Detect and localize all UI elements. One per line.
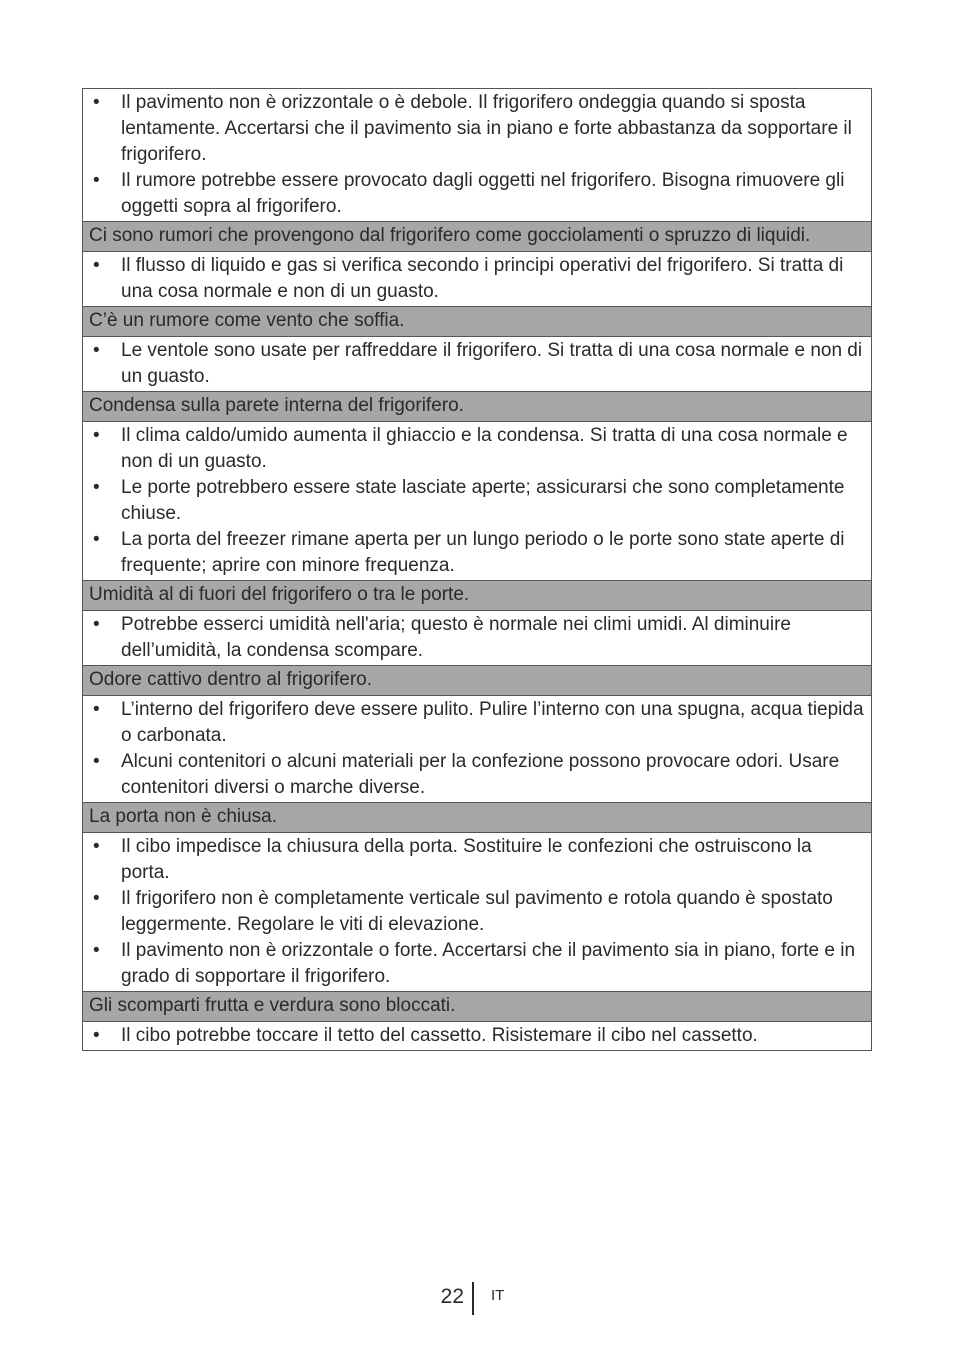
bullet-list	[89, 1023, 865, 1049]
bullet-icon: •	[93, 255, 100, 276]
section-body	[83, 832, 871, 991]
bullet-list	[89, 253, 865, 305]
bullet-icon: •	[93, 477, 100, 498]
bullet-list	[89, 90, 865, 220]
bullet-text: Potrebbe esserci umidità nell'aria; questo è normale nei climi umidi. Al diminuire dell’umidità, la condensa scompare.	[121, 614, 791, 661]
list-item	[89, 253, 865, 305]
bullet-list	[89, 834, 865, 990]
bullet-text: Il flusso di liquido e gas si verifica secondo i principi operativi del frigorifero. Si tratta di una cosa normale e non di un guasto.	[121, 255, 844, 302]
bullet-icon: •	[93, 425, 100, 446]
bullet-text: Le ventole sono usate per raffreddare il frigorifero. Si tratta di una cosa normale e non di un guasto.	[121, 340, 863, 387]
section-body	[83, 89, 871, 221]
bullet-icon: •	[93, 888, 100, 909]
bullet-text: Il clima caldo/umido aumenta il ghiaccio e la condensa. Si tratta di una cosa normale e non di un guasto.	[121, 425, 848, 472]
bullet-list	[89, 612, 865, 664]
bullet-icon: •	[93, 1025, 100, 1046]
bullet-list	[89, 338, 865, 390]
list-item	[89, 168, 865, 220]
list-item	[89, 1023, 865, 1049]
bullet-text: Le porte potrebbero essere state lasciate aperte; assicurarsi che sono completamente chiuse.	[121, 477, 845, 524]
list-item	[89, 834, 865, 886]
list-item	[89, 527, 865, 579]
list-item	[89, 338, 865, 390]
bullet-icon: •	[93, 529, 100, 550]
page-footer	[0, 1282, 954, 1316]
language-code: IT	[491, 1287, 505, 1304]
bullet-icon: •	[93, 751, 100, 772]
bullet-text: Il cibo potrebbe toccare il tetto del cassetto. Risistemare il cibo nel cassetto.	[121, 1025, 758, 1046]
section-heading: C’è un rumore come vento che soffia.	[83, 306, 871, 336]
section-heading: La porta non è chiusa.	[83, 802, 871, 832]
bullet-icon: •	[93, 340, 100, 361]
bullet-icon: •	[93, 614, 100, 635]
bullet-text: L’interno del frigorifero deve essere pulito. Pulire l’interno con una spugna, acqua tiepida o carbonata.	[121, 699, 864, 746]
bullet-text: Il rumore potrebbe essere provocato dagli oggetti nel frigorifero. Bisogna rimuovere gli oggetti sopra al frigorifero.	[121, 170, 845, 217]
section-body	[83, 1021, 871, 1050]
bullet-list	[89, 423, 865, 579]
list-item	[89, 886, 865, 938]
section-heading: Odore cattivo dentro al frigorifero.	[83, 665, 871, 695]
list-item	[89, 938, 865, 990]
bullet-text: La porta del freezer rimane aperta per un lungo periodo o le porte sono state aperte di frequente; aprire con minore frequenza.	[121, 529, 845, 576]
footer-divider	[472, 1282, 474, 1315]
section-body	[83, 251, 871, 306]
bullet-icon: •	[93, 940, 100, 961]
bullet-text: Il pavimento non è orizzontale o è debole. Il frigorifero ondeggia quando si sposta lentamente. Accertarsi che il pavimento sia in piano e forte abbastanza da sopportare il frigorifero.	[121, 92, 852, 165]
section-body	[83, 695, 871, 802]
section-heading: Umidità al di fuori del frigorifero o tra le porte.	[83, 580, 871, 610]
page-number: 22	[440, 1285, 464, 1308]
bullet-list	[89, 697, 865, 801]
section-heading: Condensa sulla parete interna del frigorifero.	[83, 391, 871, 421]
list-item	[89, 612, 865, 664]
bullet-text: Il frigorifero non è completamente verticale sul pavimento e rotola quando è spostato leggermente. Regolare le viti di elevazione.	[121, 888, 833, 935]
bullet-icon: •	[93, 170, 100, 191]
bullet-icon: •	[93, 92, 100, 113]
troubleshooting-table	[82, 88, 872, 1051]
bullet-text: Alcuni contenitori o alcuni materiali per la confezione possono provocare odori. Usare contenitori diversi o marche diverse.	[121, 751, 840, 798]
list-item	[89, 697, 865, 749]
section-heading: Gli scomparti frutta e verdura sono bloccati.	[83, 991, 871, 1021]
bullet-icon: •	[93, 699, 100, 720]
bullet-icon: •	[93, 836, 100, 857]
bullet-text: Il pavimento non è orizzontale o forte. Accertarsi che il pavimento sia in piano, forte e in grado di sopportare il frigorifero.	[121, 940, 856, 987]
list-item	[89, 475, 865, 527]
list-item	[89, 90, 865, 168]
section-body	[83, 610, 871, 665]
section-body	[83, 336, 871, 391]
section-body	[83, 421, 871, 580]
bullet-text: Il cibo impedisce la chiusura della porta. Sostituire le confezioni che ostruiscono la porta.	[121, 836, 812, 883]
list-item	[89, 423, 865, 475]
section-heading: Ci sono rumori che provengono dal frigorifero come gocciolamenti o spruzzo di liquidi.	[83, 221, 871, 251]
list-item	[89, 749, 865, 801]
